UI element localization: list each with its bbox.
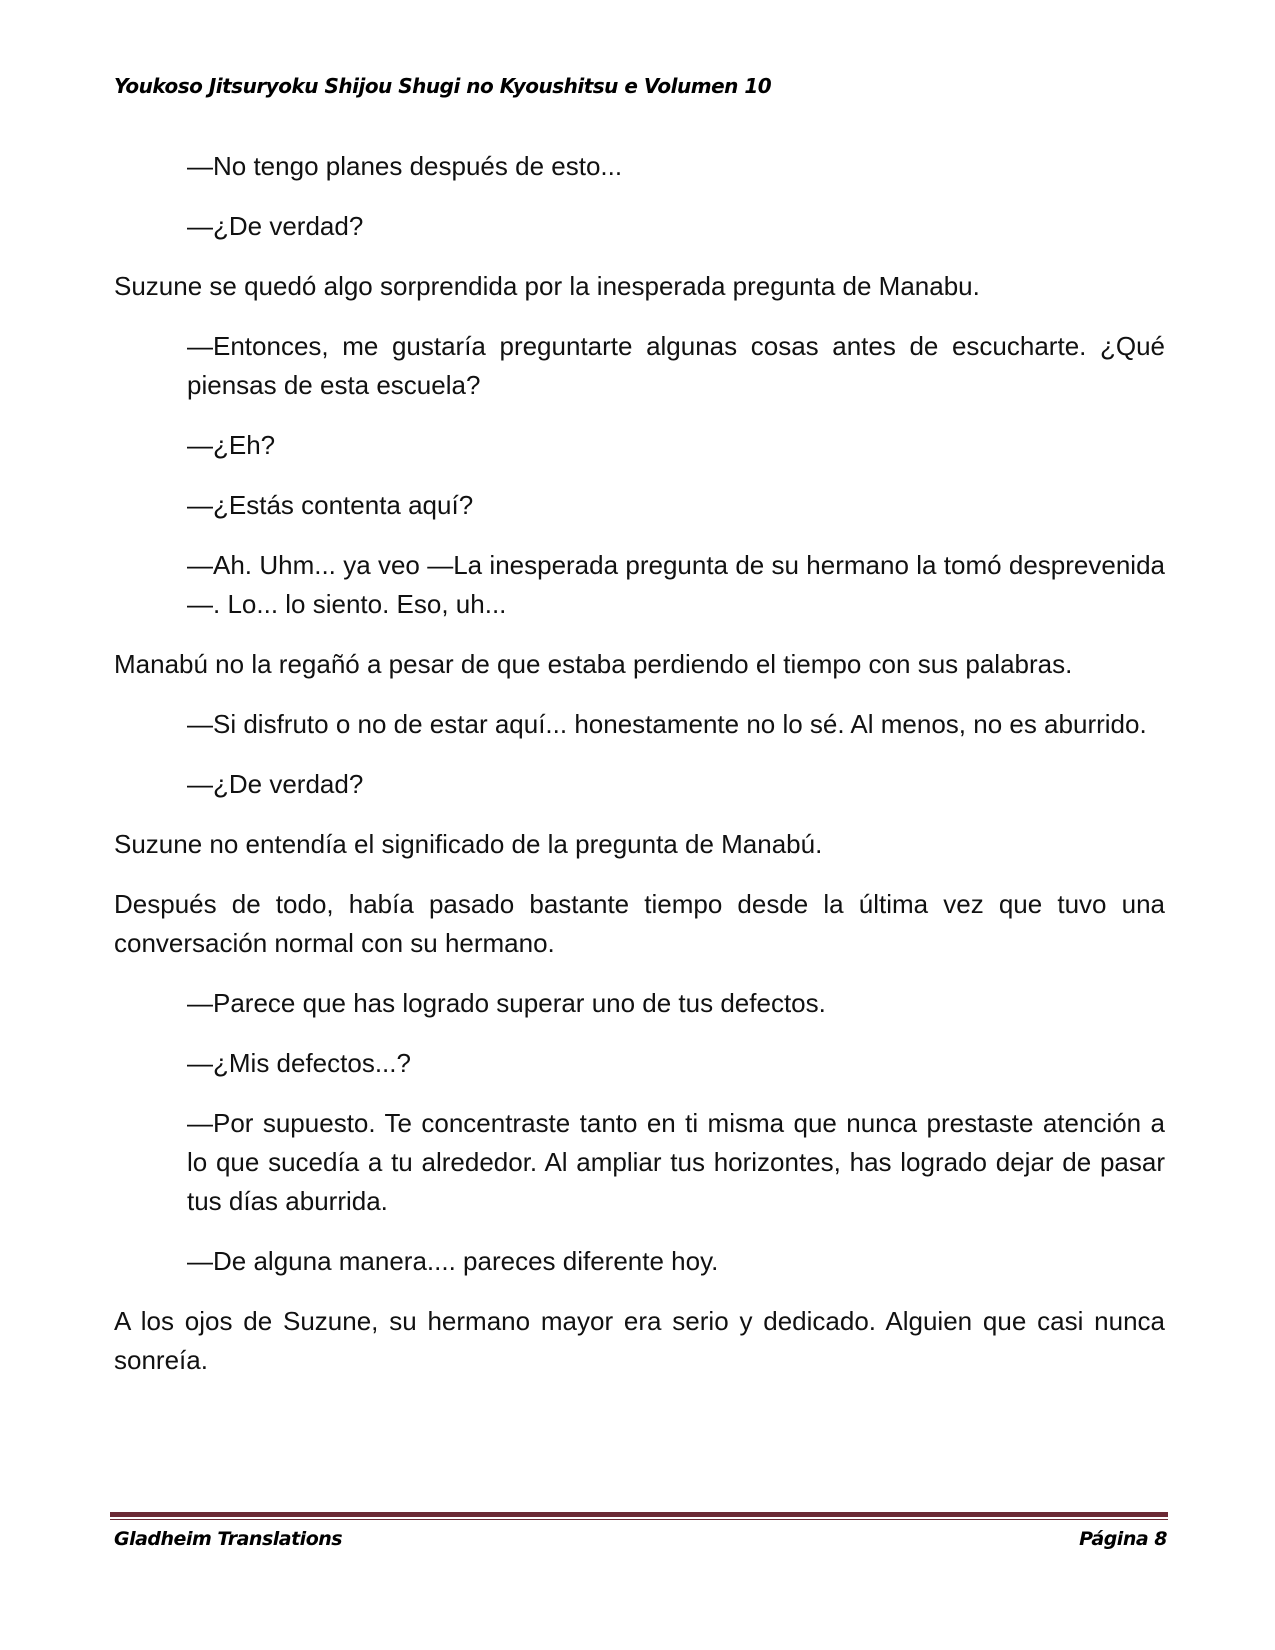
footer-rule-thick <box>110 1512 1168 1517</box>
dialogue-paragraph: —Ah. Uhm... ya veo —La inesperada pregunta de su hermano la tomó desprevenida—. Lo... lo siento. Eso, uh... <box>187 550 1165 619</box>
running-header: Youkoso Jitsuryoku Shijou Shugi no Kyoushitsu e Volumen 10 <box>114 74 772 98</box>
dialogue-paragraph: —Entonces, me gustaría preguntarte algunas cosas antes de escucharte. ¿Qué piensas de esta escuela? <box>187 331 1165 400</box>
footer-page-number: Página 8 <box>1079 1528 1167 1550</box>
dialogue-paragraph: —Parece que has logrado superar uno de tus defectos. <box>187 988 826 1018</box>
narration-paragraph: Manabú no la regañó a pesar de que estaba perdiendo el tiempo con sus palabras. <box>114 649 1073 679</box>
footer-rule-thin <box>110 1519 1168 1520</box>
narration-paragraph: Suzune no entendía el significado de la pregunta de Manabú. <box>114 829 823 859</box>
dialogue-paragraph: —¿Estás contenta aquí? <box>187 490 474 520</box>
narration-paragraph: Después de todo, había pasado bastante tiempo desde la última vez que tuvo una conversación normal con su hermano. <box>114 889 1165 958</box>
dialogue-paragraph: —De alguna manera.... pareces diferente hoy. <box>187 1246 719 1276</box>
dialogue-paragraph: —Si disfruto o no de estar aquí... honestamente no lo sé. Al menos, no es aburrido. <box>187 709 1147 739</box>
narration-paragraph: A los ojos de Suzune, su hermano mayor era serio y dedicado. Alguien que casi nunca sonreía. <box>114 1306 1165 1375</box>
narration-paragraph: Suzune se quedó algo sorprendida por la inesperada pregunta de Manabu. <box>114 271 980 301</box>
dialogue-paragraph: —Por supuesto. Te concentraste tanto en ti misma que nunca prestaste atención a lo que sucedía a tu alrededor. Al ampliar tus horizontes, has logrado dejar de pasar tus días aburrida. <box>187 1108 1165 1216</box>
page-body <box>114 147 1165 1401</box>
dialogue-paragraph: —¿Mis defectos...? <box>187 1048 411 1078</box>
dialogue-paragraph: —¿De verdad? <box>187 211 364 241</box>
dialogue-paragraph: —No tengo planes después de esto... <box>187 151 623 181</box>
dialogue-paragraph: —¿De verdad? <box>187 769 364 799</box>
footer-translator: Gladheim Translations <box>114 1528 343 1550</box>
dialogue-paragraph: —¿Eh? <box>187 430 276 460</box>
